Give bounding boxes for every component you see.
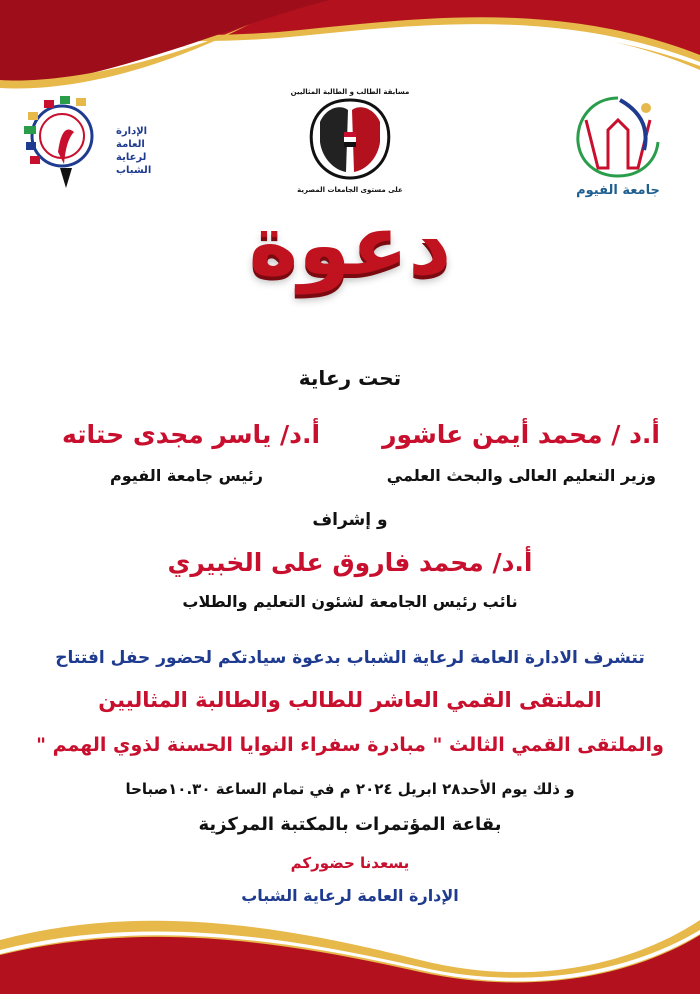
youth-logo-line1: الإدارة [116,126,148,137]
event-venue: بقاعة المؤتمرات بالمكتبة المركزية [198,814,502,835]
supervisor-role: نائب رئيس الجامعة لشئون التعليم والطلاب [182,592,518,611]
event-two-title: والملتقى القمي الثالث " مبادرة سفراء النوايا الحسنة لذوي الهمم " [36,734,664,756]
patronage-heading: تحت رعاية [298,366,402,390]
ideal-logo-top-text: مسابقة الطالب و الطالبة المثاليين [290,88,410,96]
patron-president-name: أ.د/ ياسر مجدى حتاته [62,420,321,449]
youth-logo-line4: الشباب [116,165,152,176]
youth-logo-line3: لرعاية [116,152,147,163]
supervisor-name: أ.د/ محمد فاروق على الخبيري [167,548,533,577]
ideal-logo-bottom-text: على مستوى الجامعات المصرية [297,186,403,194]
patron-minister-role: وزير التعليم العالى والبحث العلمي [386,466,656,485]
youth-logo-line2: العامة [116,139,145,150]
ideal-student-logo [290,82,410,197]
patron-minister-name: أ.د / محمد أيمن عاشور [382,420,660,449]
fayoum-logo-name: جامعة الفيوم [576,183,660,198]
closing-line: يسعدنا حضوركم [290,854,410,872]
signature-line: الإدارة العامة لرعاية الشباب [241,886,459,905]
invitation-title: دعوة [248,196,452,294]
event-datetime: و ذلك يوم الأحد٢٨ ابريل ٢٠٢٤ م في تمام الساعة ١٠.٣٠صباحا [125,780,575,798]
supervision-heading: و إشراف [312,510,388,530]
invitation-line: تتشرف الادارة العامة لرعاية الشباب بدعوة سيادتكم لحضور حفل افتتاح [55,648,645,668]
youth-welfare-logo [20,92,152,192]
fayoum-university-logo [568,90,668,200]
patron-president-role: رئيس جامعة الفيوم [110,466,263,485]
event-one-title: الملتقى القمي العاشر للطالب والطالبة المثاليين [98,688,602,712]
